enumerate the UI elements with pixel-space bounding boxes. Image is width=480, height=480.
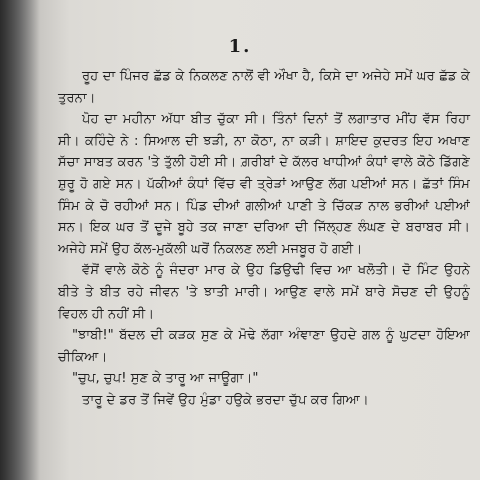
paragraph-4: "ਝਾਬੀ!" ਬੱਦਲ ਦੀ ਕੜਕ ਸੁਣ ਕੇ ਮੋਢੇ ਲੱਗਾ ਅੰਞਾਣਾ ਉਹਦੇ ਗਲ ਨੂੰ ਘੁਟਦਾ ਹੋਇਆ ਚੀਕਿਆ। [58, 328, 470, 365]
paragraph-3: ਵੱਸੋਂ ਵਾਲੇ ਕੋਠੇ ਨੂੰ ਜੰਦਰਾ ਮਾਰ ਕੇ ਉਹ ਡਿਉਢੀ ਵਿਚ ਆ ਖਲੋਤੀ। ਦੋ ਮਿੰਟ ਉਹਨੇ ਬੀਤੇ ਤੇ ਬੀਤ ਰਹੇ ਜੀਵਨ 'ਤੇ ਝਾਤੀ ਮਾਰੀ। ਆਉਣ ਵਾਲੇ ਸਮੇਂ ਬਾਰੇ ਸੋਚਣ ਦੀ ਉਹਨੂੰ ਵਿਹਲ ਹੀ ਨਹੀਂ ਸੀ। [58, 263, 470, 322]
paragraph-6: ਤਾਰੂ ਦੇ ਡਰ ਤੋਂ ਜਿਵੇਂ ਉਹ ਮੁੰਡਾ ਹਉਕੇ ਭਰਦਾ ਚੁੱਪ ਕਰ ਗਿਆ। [82, 392, 369, 408]
paragraph-1: ਰੂਹ ਦਾ ਪਿੰਜਰ ਛੱਡ ਕੇ ਨਿਕਲਣ ਨਾਲੋਂ ਵੀ ਔਖਾ ਹੈ, ਕਿਸੇ ਦਾ ਅਜੇਹੇ ਸਮੇਂ ਘਰ ਛੱਡ ਕੇ ਤੁਰਨਾ। [58, 69, 470, 106]
chapter-number: 1. [228, 36, 252, 57]
page-gutter-shadow [0, 0, 40, 480]
paragraph-5: "ਚੁਪ, ਚੁਪ! ਸੁਣ ਕੇ ਤਾਰੂ ਆ ਜਾਊਗਾ।" [72, 371, 259, 387]
paragraph-2: ਪੋਹ ਦਾ ਮਹੀਨਾ ਅੱਧਾ ਬੀਤ ਚੁੱਕਾ ਸੀ। ਤਿੰਨਾਂ ਦਿਨਾਂ ਤੋਂ ਲਗਾਤਾਰ ਮੀਂਹ ਵੱਸ ਰਿਹਾ ਸੀ। ਕਹਿੰਦੇ ਨੇ : ਸਿਆਲ ਦੀ ਝੜੀ, ਨਾ ਕੋਠਾ, ਨਾ ਕੜੀ। ਸ਼ਾਇਦ ਕੁਦਰਤ ਇਹ ਅਖਾਣ ਸੱਚਾ ਸਾਬਤ ਕਰਨ 'ਤੇ ਤੁੱਲੀ ਹੋਈ ਸੀ। ਗ਼ਰੀਬਾਂ ਦੇ ਕੱਲਰ ਖਾਧੀਆਂ ਕੰਧਾਂ ਵਾਲੇ ਕੋਠੇ ਡਿੱਗਣੇ ਸ਼ੁਰੂ ਹੋ ਗਏ ਸਨ। ਪੱਕੀਆਂ ਕੰਧਾਂ ਵਿੱਚ ਵੀ ਤ੍ਰੇੜਾਂ ਆਉਣ ਲੱਗ ਪਈਆਂ ਸਨ। ਛੱਤਾਂ ਸਿੰਮ ਸਿੰਮ ਕੇ ਚੋ ਰਹੀਆਂ ਸਨ। ਪਿੰਡ ਦੀਆਂ ਗਲੀਆਂ ਪਾਣੀ ਤੇ ਚਿੱਕੜ ਨਾਲ ਭਰੀਆਂ ਪਈਆਂ ਸਨ। ਇਕ ਘਰ ਤੋਂ ਦੂਜੇ ਬੂਹੇ ਤਕ ਜਾਣਾ ਦਰਿਆ ਦੀ ਜਿੱਲ੍ਹਣ ਲੰਘਣ ਦੇ ਬਰਾਬਰ ਸੀ। ਅਜੇਹੇ ਸਮੇਂ ਉਹ ਕੱਲ-ਮੁਕੱਲੀ ਘਰੋਂ ਨਿਕਲਣ ਲਈ ਮਜਬੂਰ ਹੋ ਗਈ। [58, 112, 470, 257]
chapter-body [58, 66, 470, 412]
